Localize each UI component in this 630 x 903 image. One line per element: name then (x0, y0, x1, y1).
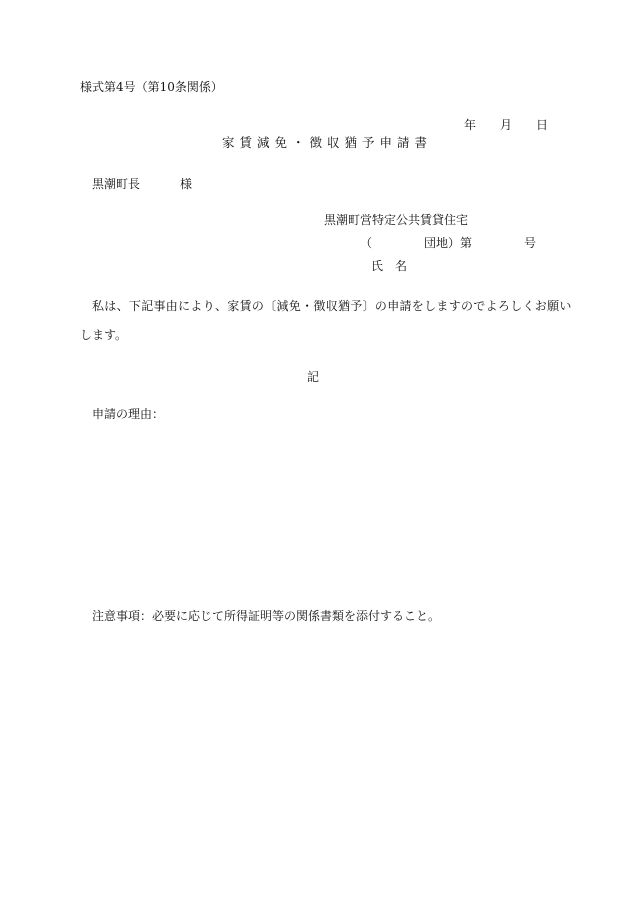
reason-label: 申請の理由： (92, 407, 165, 421)
complex-label: 団地）第 (424, 236, 473, 250)
date-line (464, 118, 548, 132)
date-day-label: 日 (536, 118, 549, 132)
body-text-line2: します。 (80, 328, 128, 342)
applicant-name-label: 氏 名 (371, 259, 408, 273)
room-number-label: 号 (524, 236, 537, 250)
date-month-label: 月 (500, 118, 513, 132)
date-year-label: 年 (464, 118, 477, 132)
body-text-line1: 私は、下記事由により、家賃の〔減免・徴収猶予〕の申請をしますのでよろしくお願い (92, 299, 572, 313)
form-number: 様式第4号（第10条関係） (80, 80, 223, 94)
addressee (92, 177, 192, 191)
ki-heading: 記 (307, 370, 320, 384)
housing-name: 黒潮町営特定公共賃貸住宅 (324, 213, 469, 227)
document-title: 家賃減免・徴収猶予申請書 (222, 135, 433, 150)
notes: 注意事項：必要に応じて所得証明等の関係書類を添付すること。 (92, 609, 441, 623)
addressee-office: 黒潮町長 (92, 177, 141, 191)
addressee-honorific: 様 (180, 177, 193, 191)
complex-open-paren: （ (360, 236, 373, 250)
complex-line (360, 236, 536, 250)
